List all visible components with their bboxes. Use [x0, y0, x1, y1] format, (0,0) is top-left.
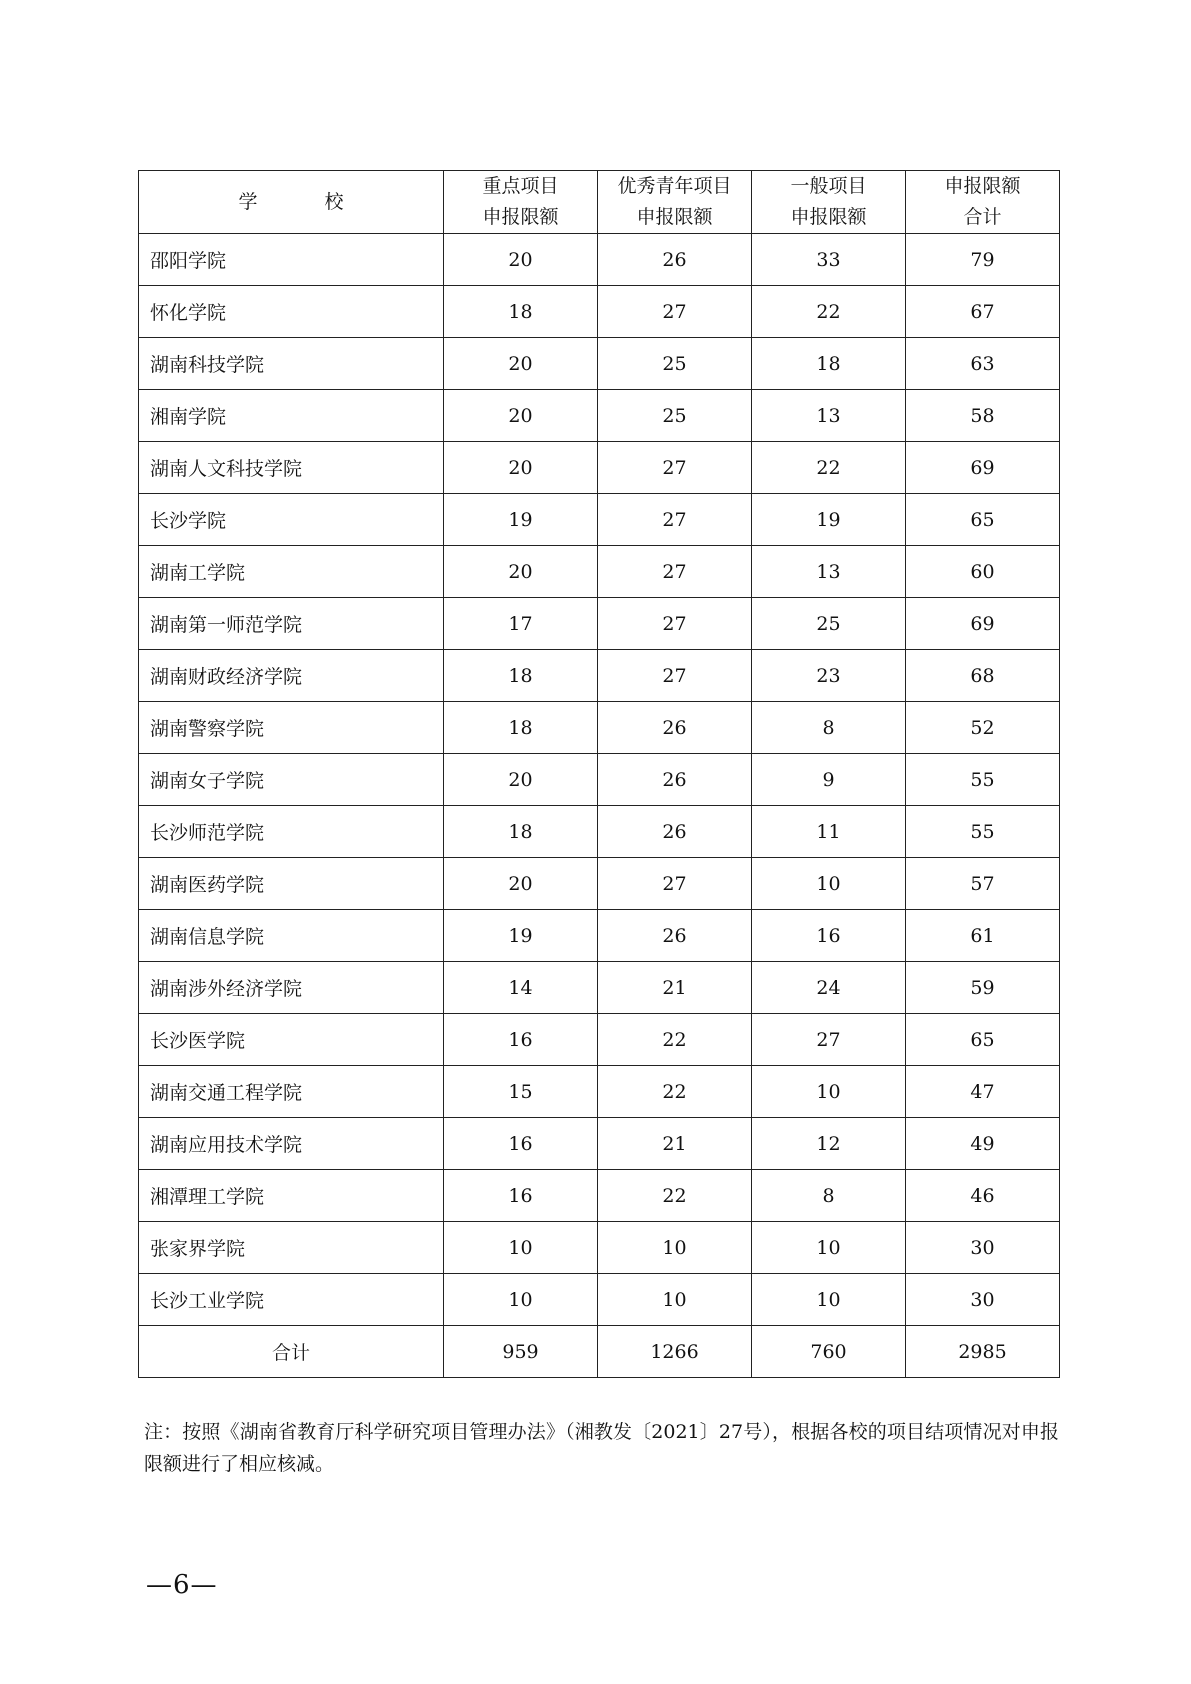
general-quota-cell: 24: [752, 962, 906, 1014]
school-name-cell: 怀化学院: [139, 286, 444, 338]
general-quota-cell: 18: [752, 338, 906, 390]
youth-quota-cell: 27: [598, 598, 752, 650]
total-label: 合计: [139, 1326, 444, 1378]
school-name-cell: 湖南女子学院: [139, 754, 444, 806]
total-key: 959: [444, 1326, 598, 1378]
general-quota-cell: 9: [752, 754, 906, 806]
youth-quota-cell: 22: [598, 1066, 752, 1118]
key-quota-cell: 20: [444, 234, 598, 286]
table-total-row: [139, 1326, 1060, 1378]
youth-quota-cell: 26: [598, 234, 752, 286]
school-name-cell: 湖南人文科技学院: [139, 442, 444, 494]
general-quota-cell: 10: [752, 1222, 906, 1274]
school-name-cell: 湖南警察学院: [139, 702, 444, 754]
general-quota-cell: 10: [752, 1066, 906, 1118]
header-total: 申报限额 合计: [906, 171, 1060, 234]
total-quota-cell: 79: [906, 234, 1060, 286]
total-quota-cell: 61: [906, 910, 1060, 962]
school-name-cell: 湖南工学院: [139, 546, 444, 598]
school-name-cell: 邵阳学院: [139, 234, 444, 286]
youth-quota-cell: 27: [598, 494, 752, 546]
general-quota-cell: 16: [752, 910, 906, 962]
general-quota-cell: 22: [752, 442, 906, 494]
table-row: [139, 1274, 1060, 1326]
table-row: [139, 338, 1060, 390]
table-row: [139, 234, 1060, 286]
table-row: [139, 1066, 1060, 1118]
total-quota-cell: 67: [906, 286, 1060, 338]
youth-quota-cell: 25: [598, 390, 752, 442]
key-quota-cell: 18: [444, 286, 598, 338]
school-name-cell: 长沙师范学院: [139, 806, 444, 858]
total-quota-cell: 65: [906, 494, 1060, 546]
youth-quota-cell: 27: [598, 442, 752, 494]
youth-quota-cell: 26: [598, 754, 752, 806]
key-quota-cell: 20: [444, 338, 598, 390]
youth-quota-cell: 26: [598, 910, 752, 962]
youth-quota-cell: 27: [598, 858, 752, 910]
general-quota-cell: 10: [752, 1274, 906, 1326]
footnote: 注：按照《湖南省教育厅科学研究项目管理办法》（湘教发〔2021〕27号），根据各校的项目结项情况对申报限额进行了相应核减。: [144, 1421, 1059, 1475]
key-quota-cell: 18: [444, 702, 598, 754]
key-quota-cell: 15: [444, 1066, 598, 1118]
table-row: [139, 858, 1060, 910]
general-quota-cell: 12: [752, 1118, 906, 1170]
general-quota-cell: 8: [752, 702, 906, 754]
school-name-cell: 湖南应用技术学院: [139, 1118, 444, 1170]
school-name-cell: 湘南学院: [139, 390, 444, 442]
total-sum: 2985: [906, 1326, 1060, 1378]
quota-table: [138, 170, 1060, 1378]
key-quota-cell: 20: [444, 754, 598, 806]
total-quota-cell: 63: [906, 338, 1060, 390]
table-row: [139, 286, 1060, 338]
general-quota-cell: 11: [752, 806, 906, 858]
youth-quota-cell: 26: [598, 702, 752, 754]
youth-quota-cell: 10: [598, 1222, 752, 1274]
table-row: [139, 546, 1060, 598]
key-quota-cell: 14: [444, 962, 598, 1014]
general-quota-cell: 19: [752, 494, 906, 546]
youth-quota-cell: 22: [598, 1014, 752, 1066]
total-quota-cell: 59: [906, 962, 1060, 1014]
total-quota-cell: 52: [906, 702, 1060, 754]
total-quota-cell: 30: [906, 1274, 1060, 1326]
school-name-cell: 湘潭理工学院: [139, 1170, 444, 1222]
key-quota-cell: 18: [444, 650, 598, 702]
general-quota-cell: 13: [752, 546, 906, 598]
key-quota-cell: 20: [444, 442, 598, 494]
school-name-cell: 湖南财政经济学院: [139, 650, 444, 702]
header-school: 学 校: [139, 171, 444, 234]
table-body: [139, 234, 1060, 1326]
total-quota-cell: 30: [906, 1222, 1060, 1274]
youth-quota-cell: 26: [598, 806, 752, 858]
table-row: [139, 1222, 1060, 1274]
youth-quota-cell: 27: [598, 650, 752, 702]
school-name-cell: 湖南信息学院: [139, 910, 444, 962]
school-name-cell: 湖南医药学院: [139, 858, 444, 910]
total-quota-cell: 49: [906, 1118, 1060, 1170]
total-quota-cell: 58: [906, 390, 1060, 442]
general-quota-cell: 10: [752, 858, 906, 910]
youth-quota-cell: 25: [598, 338, 752, 390]
school-name-cell: 湖南科技学院: [139, 338, 444, 390]
key-quota-cell: 20: [444, 546, 598, 598]
total-quota-cell: 55: [906, 754, 1060, 806]
key-quota-cell: 18: [444, 806, 598, 858]
total-quota-cell: 69: [906, 598, 1060, 650]
key-quota-cell: 10: [444, 1222, 598, 1274]
school-name-cell: 长沙工业学院: [139, 1274, 444, 1326]
key-quota-cell: 16: [444, 1014, 598, 1066]
school-name-cell: 张家界学院: [139, 1222, 444, 1274]
school-name-cell: 长沙医学院: [139, 1014, 444, 1066]
table-row: [139, 754, 1060, 806]
page-number: —6—: [146, 1570, 218, 1600]
key-quota-cell: 19: [444, 494, 598, 546]
total-general: 760: [752, 1326, 906, 1378]
youth-quota-cell: 21: [598, 1118, 752, 1170]
header-youth-project: 优秀青年项目 申报限额: [598, 171, 752, 234]
table-row: [139, 910, 1060, 962]
total-quota-cell: 57: [906, 858, 1060, 910]
youth-quota-cell: 27: [598, 286, 752, 338]
total-quota-cell: 55: [906, 806, 1060, 858]
table-row: [139, 1118, 1060, 1170]
total-quota-cell: 47: [906, 1066, 1060, 1118]
key-quota-cell: 10: [444, 1274, 598, 1326]
table-row: [139, 1170, 1060, 1222]
key-quota-cell: 16: [444, 1118, 598, 1170]
school-name-cell: 湖南涉外经济学院: [139, 962, 444, 1014]
key-quota-cell: 16: [444, 1170, 598, 1222]
youth-quota-cell: 21: [598, 962, 752, 1014]
key-quota-cell: 20: [444, 390, 598, 442]
table-row: [139, 442, 1060, 494]
total-quota-cell: 60: [906, 546, 1060, 598]
general-quota-cell: 25: [752, 598, 906, 650]
general-quota-cell: 13: [752, 390, 906, 442]
table-row: [139, 962, 1060, 1014]
general-quota-cell: 23: [752, 650, 906, 702]
general-quota-cell: 8: [752, 1170, 906, 1222]
school-name-cell: 湖南第一师范学院: [139, 598, 444, 650]
table-row: [139, 494, 1060, 546]
youth-quota-cell: 27: [598, 546, 752, 598]
total-quota-cell: 65: [906, 1014, 1060, 1066]
key-quota-cell: 17: [444, 598, 598, 650]
table-row: [139, 390, 1060, 442]
school-name-cell: 湖南交通工程学院: [139, 1066, 444, 1118]
header-general-project: 一般项目 申报限额: [752, 171, 906, 234]
table-row: [139, 806, 1060, 858]
table-row: [139, 1014, 1060, 1066]
total-quota-cell: 46: [906, 1170, 1060, 1222]
general-quota-cell: 22: [752, 286, 906, 338]
youth-quota-cell: 22: [598, 1170, 752, 1222]
key-quota-cell: 20: [444, 858, 598, 910]
total-quota-cell: 69: [906, 442, 1060, 494]
total-quota-cell: 68: [906, 650, 1060, 702]
general-quota-cell: 27: [752, 1014, 906, 1066]
key-quota-cell: 19: [444, 910, 598, 962]
total-youth: 1266: [598, 1326, 752, 1378]
table-row: [139, 598, 1060, 650]
general-quota-cell: 33: [752, 234, 906, 286]
table-row: [139, 650, 1060, 702]
youth-quota-cell: 10: [598, 1274, 752, 1326]
header-key-project: 重点项目 申报限额: [444, 171, 598, 234]
table-row: [139, 702, 1060, 754]
table-header-row: [139, 171, 1060, 234]
school-name-cell: 长沙学院: [139, 494, 444, 546]
